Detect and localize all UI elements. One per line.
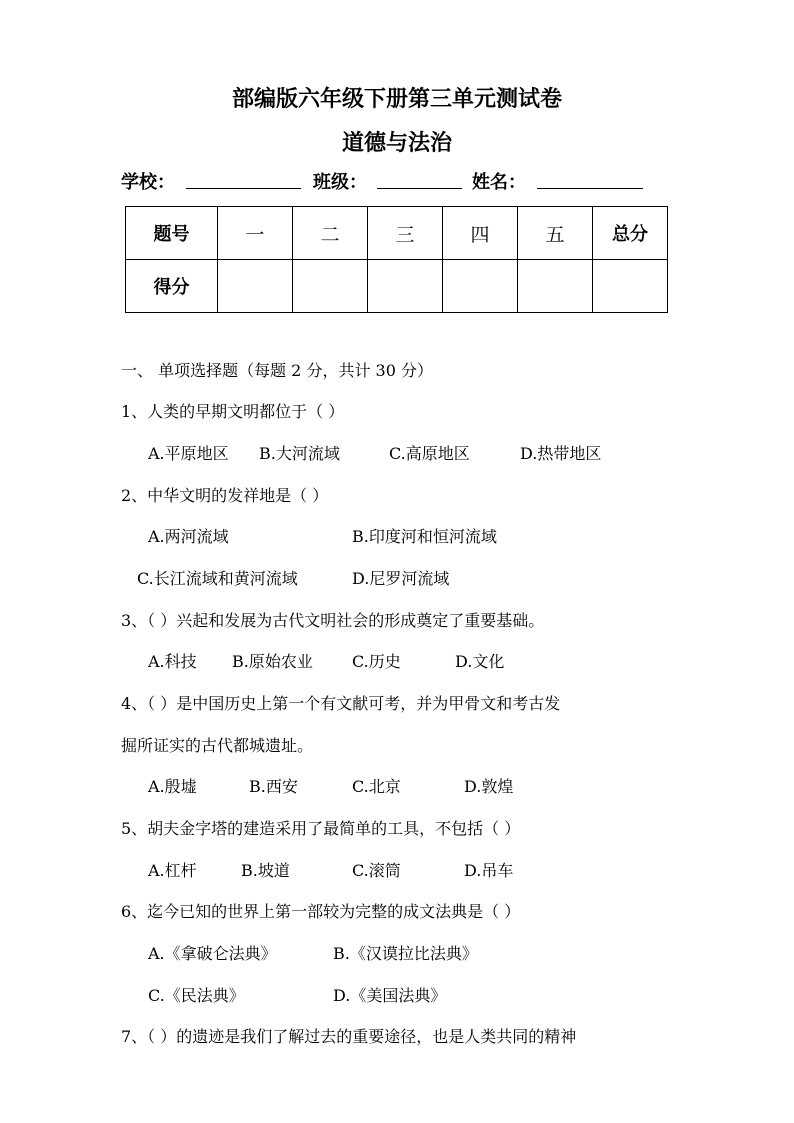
exam-title: 部编版六年级下册第三单元测试卷 <box>231 87 562 112</box>
score-cell-2[interactable] <box>293 260 368 313</box>
class-label: 班级： <box>313 172 367 193</box>
header-cell-total: 总分 <box>593 207 668 260</box>
exam-subject: 道德与法治 <box>341 131 452 156</box>
question-5-stem: 5、胡夫金字塔的建造采用了最简单的工具，不包括（ ） <box>121 819 521 838</box>
score-cell-3[interactable] <box>368 260 443 313</box>
question-4-option-d: D.敦煌 <box>464 777 514 796</box>
name-label: 姓名： <box>472 172 526 193</box>
question-3-option-b: B.原始农业 <box>232 652 313 671</box>
question-2-option-c: C.长江流域和黄河流域 <box>137 569 298 588</box>
question-6-option-b: B.《汉谟拉比法典》 <box>333 944 478 963</box>
score-table <box>125 206 668 313</box>
question-6-option-d: D.《美国法典》 <box>333 986 447 1005</box>
question-4-stem-line-2: 掘所证实的古代都城遗址。 <box>121 736 314 755</box>
question-2-stem: 2、中华文明的发祥地是（ ） <box>121 486 329 505</box>
header-cell-2: 二 <box>293 207 368 260</box>
question-2-option-b: B.印度河和恒河流域 <box>352 527 497 546</box>
question-3-stem: 3、（ ）兴起和发展为古代文明社会的形成奠定了重要基础。 <box>121 611 545 630</box>
header-cell-1: 一 <box>218 207 293 260</box>
score-cell-5[interactable] <box>518 260 593 313</box>
question-5-option-b: B.坡道 <box>241 861 290 880</box>
question-4-option-b: B.西安 <box>249 777 298 796</box>
question-5-option-d: D.吊车 <box>464 861 514 880</box>
question-3-option-a: A.科技 <box>148 652 197 671</box>
question-2-option-a: A.两河流域 <box>148 527 229 546</box>
question-4-stem-line-1: 4、（ ）是中国历史上第一个有文献可考，并为甲骨文和考古发 <box>121 694 561 713</box>
question-6-stem: 6、迄今已知的世界上第一部较为完整的成文法典是（ ） <box>121 902 521 921</box>
question-6-option-c: C.《民法典》 <box>148 986 245 1005</box>
score-cell-total[interactable] <box>593 260 668 313</box>
question-1-option-c: C.高原地区 <box>389 444 470 463</box>
school-label: 学校： <box>121 172 175 193</box>
header-cell-5: 五 <box>518 207 593 260</box>
class-field[interactable] <box>377 170 462 189</box>
question-1-option-d: D.热带地区 <box>520 444 602 463</box>
question-1-option-a: A.平原地区 <box>148 444 229 463</box>
header-cell-3: 三 <box>368 207 443 260</box>
question-7-stem: 7、（ ）的遗迹是我们了解过去的重要途径，也是人类共同的精神 <box>121 1027 577 1046</box>
question-5-option-a: A.杠杆 <box>148 861 197 880</box>
section-heading: 一、 单项选择题（每题 2 分，共计 30 分） <box>121 361 433 380</box>
header-cell-4: 四 <box>443 207 518 260</box>
question-1-stem: 1、人类的早期文明都位于（ ） <box>121 402 345 421</box>
header-cell-question-number: 题号 <box>126 207 218 260</box>
question-3-option-c: C.历史 <box>352 652 401 671</box>
question-5-option-c: C.滚筒 <box>352 861 401 880</box>
question-4-option-c: C.北京 <box>352 777 401 796</box>
question-3-option-d: D.文化 <box>455 652 505 671</box>
question-1-option-b: B.大河流域 <box>259 444 340 463</box>
school-field[interactable] <box>186 170 301 189</box>
score-table-header-row <box>126 207 668 260</box>
question-6-option-a: A.《拿破仑法典》 <box>148 944 277 963</box>
name-field[interactable] <box>537 170 643 189</box>
question-4-option-a: A.殷墟 <box>148 777 197 796</box>
score-cell-4[interactable] <box>443 260 518 313</box>
question-2-option-d: D.尼罗河流域 <box>352 569 450 588</box>
score-cell-1[interactable] <box>218 260 293 313</box>
score-row-label: 得分 <box>126 260 218 313</box>
score-table-score-row <box>126 260 668 313</box>
